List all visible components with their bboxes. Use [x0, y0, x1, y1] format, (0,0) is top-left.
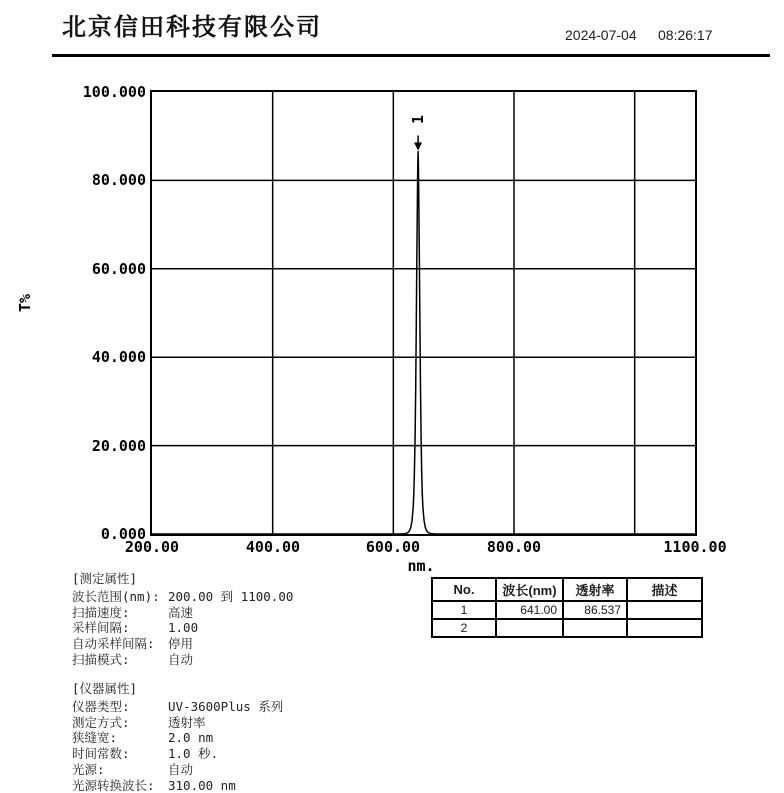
property-label: 仪器类型: [72, 699, 130, 714]
measurement-properties [72, 571, 293, 668]
property-row [72, 620, 293, 636]
peak-table-header-wavelength: 波长(nm) [496, 578, 563, 601]
table-row [432, 619, 702, 637]
property-label: 采样间隔: [72, 620, 130, 636]
property-label: 狭缝宽: [72, 730, 118, 746]
property-row [72, 715, 283, 731]
property-row [72, 746, 283, 762]
x-tick-label: 400.00 [245, 538, 301, 556]
report-time: 08:26:17 [658, 27, 713, 43]
peak-transmittance-cell: 86.537 [563, 601, 627, 619]
header-divider [52, 54, 770, 57]
section-title: [仪器属性] [72, 681, 138, 696]
y-tick-label: 20.000 [91, 437, 146, 455]
property-label: 自动采样间隔: [72, 636, 155, 652]
property-label: 时间常数: [72, 746, 130, 762]
spectrum-curve [152, 152, 695, 535]
y-tick-label: 100.000 [82, 83, 146, 101]
peak-table-header-transmittance: 透射率 [563, 578, 627, 601]
peak-no-cell: 2 [432, 619, 496, 637]
table-row [432, 601, 702, 619]
peak-no-cell: 1 [432, 601, 496, 619]
property-value: 1.00 [168, 620, 199, 636]
property-row [72, 652, 293, 668]
y-tick-label: 40.000 [91, 348, 146, 366]
peak-table-header-no: No. [432, 578, 496, 601]
property-value: UV-3600Plus 系列 [168, 699, 284, 714]
property-row [72, 778, 283, 793]
peak-arrow-head [414, 143, 422, 151]
company-name: 北京信田科技有限公司 [62, 15, 322, 41]
x-tick-label: 1100.00 [663, 538, 727, 556]
property-value: 自动 [168, 651, 194, 667]
x-tick-label: 200.00 [124, 538, 180, 556]
y-axis-title: T% [16, 293, 35, 313]
property-value: 1.0 秒. [168, 746, 219, 762]
instrument-properties [72, 681, 283, 793]
x-tick-label: 800.00 [486, 538, 542, 556]
property-value: 透射率 [168, 714, 206, 730]
section-title: [测定属性] [72, 571, 138, 586]
y-tick-label: 80.000 [91, 171, 146, 189]
x-tick-label: 600.00 [365, 538, 421, 556]
peak-table-header-description: 描述 [627, 578, 702, 601]
peak-wavelength-cell: 641.00 [496, 601, 563, 619]
peak-description-cell [627, 601, 702, 619]
property-row [72, 730, 283, 746]
peak-number-label: 1 [409, 114, 428, 125]
peak-table [431, 577, 703, 638]
property-label: 扫描速度: [72, 604, 130, 620]
peak-transmittance-cell [563, 619, 627, 637]
property-label: 扫描模式: [72, 651, 130, 667]
property-label: 测定方式: [72, 714, 130, 730]
property-row [72, 636, 293, 652]
spectrum-plot-svg [152, 92, 695, 534]
property-row [72, 762, 283, 778]
property-label: 光源转换波长: [72, 777, 155, 793]
property-row [72, 699, 283, 715]
property-value: 自动 [168, 761, 194, 777]
property-value: 2.0 nm [168, 730, 214, 746]
property-value: 310.00 nm [168, 777, 236, 793]
property-label: 光源: [72, 761, 105, 777]
property-row [72, 605, 293, 621]
property-row [72, 589, 293, 605]
x-axis-unit-label: nm. [407, 557, 435, 575]
property-label: 波长范围(nm): [72, 589, 160, 604]
property-value: 高速 [168, 604, 194, 620]
peak-description-cell [627, 619, 702, 637]
y-tick-label: 60.000 [91, 260, 146, 278]
peak-table-header-row [432, 578, 702, 601]
y-tick-label: 0.000 [100, 525, 146, 543]
property-value: 停用 [168, 636, 194, 652]
spectrum-plot [150, 90, 697, 536]
report-date: 2024-07-04 [565, 27, 637, 43]
peak-wavelength-cell [496, 619, 563, 637]
property-value: 200.00 到 1100.00 [168, 589, 294, 604]
